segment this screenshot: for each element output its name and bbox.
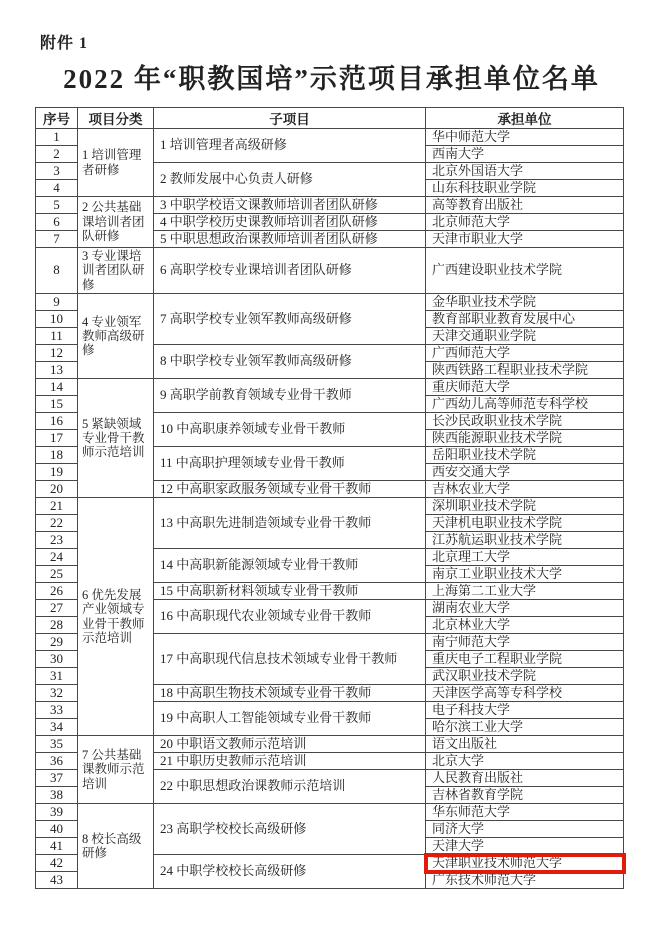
serial-cell: 43	[36, 872, 78, 889]
unit-cell: 重庆师范大学	[426, 379, 624, 396]
unit-cell: 武汉职业技术学院	[426, 668, 624, 685]
serial-cell: 7	[36, 231, 78, 248]
serial-cell: 25	[36, 566, 78, 583]
unit-cell: 华中师范大学	[426, 129, 624, 146]
subproject-cell: 22 中职思想政治课教师示范培训	[154, 770, 426, 804]
serial-cell: 32	[36, 685, 78, 702]
subproject-cell: 17 中高职现代信息技术领域专业骨干教师	[154, 634, 426, 685]
subproject-cell: 8 中职学校专业领军教师高级研修	[154, 345, 426, 379]
subproject-cell: 10 中高职康养领域专业骨干教师	[154, 413, 426, 447]
serial-cell: 3	[36, 163, 78, 180]
attachment-label: 附件 1	[40, 35, 89, 52]
serial-cell: 18	[36, 447, 78, 464]
serial-cell: 22	[36, 515, 78, 532]
unit-cell: 长沙民政职业技术学院	[426, 413, 624, 430]
category-cell: 1 培训管理者研修	[78, 129, 154, 197]
table-row	[36, 379, 624, 396]
table-row	[36, 736, 624, 753]
serial-cell: 26	[36, 583, 78, 600]
subproject-cell: 2 教师发展中心负责人研修	[154, 163, 426, 197]
serial-cell: 2	[36, 146, 78, 163]
subproject-cell: 12 中高职家政服务领域专业骨干教师	[154, 481, 426, 498]
serial-cell: 33	[36, 702, 78, 719]
subproject-cell: 14 中高职新能源领域专业骨干教师	[154, 549, 426, 583]
unit-cell: 上海第二工业大学	[426, 583, 624, 600]
column-header-subproject: 子项目	[154, 108, 426, 129]
unit-cell: 岳阳职业技术学院	[426, 447, 624, 464]
unit-cell: 湖南农业大学	[426, 600, 624, 617]
table-row	[36, 129, 624, 146]
unit-cell: 广西师范大学	[426, 345, 624, 362]
unit-cell: 天津交通职业学院	[426, 328, 624, 345]
table-row	[36, 498, 624, 515]
unit-cell: 陕西铁路工程职业技术学院	[426, 362, 624, 379]
unit-cell: 高等教育出版社	[426, 197, 624, 214]
unit-cell: 广西幼儿高等师范专科学校	[426, 396, 624, 413]
unit-cell: 南宁师范大学	[426, 634, 624, 651]
subproject-cell: 16 中高职现代农业领域专业骨干教师	[154, 600, 426, 634]
table-body	[36, 129, 624, 889]
category-cell: 5 紧缺领域专业骨干教师示范培训	[78, 379, 154, 498]
serial-cell: 37	[36, 770, 78, 787]
table-row	[36, 197, 624, 214]
serial-cell: 40	[36, 821, 78, 838]
serial-cell: 24	[36, 549, 78, 566]
serial-cell: 8	[36, 248, 78, 294]
subproject-cell: 15 中高职新材料领域专业骨干教师	[154, 583, 426, 600]
unit-cell: 吉林农业大学	[426, 481, 624, 498]
serial-cell: 21	[36, 498, 78, 515]
serial-cell: 17	[36, 430, 78, 447]
table-row	[36, 804, 624, 821]
subproject-cell: 23 高职学校校长高级研修	[154, 804, 426, 855]
unit-cell: 金华职业技术学院	[426, 294, 624, 311]
unit-cell: 西安交通大学	[426, 464, 624, 481]
unit-cell: 教育部职业教育发展中心	[426, 311, 624, 328]
unit-cell: 北京林业大学	[426, 617, 624, 634]
serial-cell: 36	[36, 753, 78, 770]
unit-cell: 南京工业职业技术大学	[426, 566, 624, 583]
units-table	[35, 107, 624, 889]
unit-cell: 广东技术师范大学	[426, 872, 624, 889]
serial-cell: 1	[36, 129, 78, 146]
subproject-cell: 21 中职历史教师示范培训	[154, 753, 426, 770]
category-cell: 4 专业领军教师高级研修	[78, 294, 154, 379]
unit-cell: 天津医学高等专科学校	[426, 685, 624, 702]
serial-cell: 39	[36, 804, 78, 821]
unit-cell: 北京大学	[426, 753, 624, 770]
subproject-cell: 19 中高职人工智能领域专业骨干教师	[154, 702, 426, 736]
unit-cell: 山东科技职业学院	[426, 180, 624, 197]
unit-cell: 北京外国语大学	[426, 163, 624, 180]
column-header-serial: 序号	[36, 108, 78, 129]
serial-cell: 10	[36, 311, 78, 328]
unit-cell: 重庆电子工程职业学院	[426, 651, 624, 668]
subproject-cell: 5 中职思想政治课教师培训者团队研修	[154, 231, 426, 248]
category-cell: 7 公共基础课教师示范培训	[78, 736, 154, 804]
serial-cell: 6	[36, 214, 78, 231]
unit-cell: 同济大学	[426, 821, 624, 838]
unit-cell: 江苏航运职业技术学院	[426, 532, 624, 549]
subproject-cell: 13 中高职先进制造领域专业骨干教师	[154, 498, 426, 549]
serial-cell: 34	[36, 719, 78, 736]
subproject-cell: 9 高职学前教育领域专业骨干教师	[154, 379, 426, 413]
category-cell: 2 公共基础课培训者团队研修	[78, 197, 154, 248]
unit-cell: 天津机电职业技术学院	[426, 515, 624, 532]
serial-cell: 4	[36, 180, 78, 197]
unit-cell: 吉林省教育学院	[426, 787, 624, 804]
table-header-row	[36, 108, 624, 129]
serial-cell: 23	[36, 532, 78, 549]
subproject-cell: 6 高职学校专业课培训者团队研修	[154, 248, 426, 294]
serial-cell: 9	[36, 294, 78, 311]
category-cell: 3 专业课培训者团队研修	[78, 248, 154, 294]
serial-cell: 30	[36, 651, 78, 668]
serial-cell: 28	[36, 617, 78, 634]
subproject-cell: 11 中高职护理领域专业骨干教师	[154, 447, 426, 481]
serial-cell: 35	[36, 736, 78, 753]
unit-cell: 天津市职业大学	[426, 231, 624, 248]
serial-cell: 16	[36, 413, 78, 430]
serial-cell: 31	[36, 668, 78, 685]
category-cell: 6 优先发展产业领域专业骨干教师示范培训	[78, 498, 154, 736]
column-header-unit: 承担单位	[426, 108, 624, 129]
subproject-cell: 24 中职学校校长高级研修	[154, 855, 426, 889]
serial-cell: 20	[36, 481, 78, 498]
highlighted-unit-cell: 天津职业技术师范大学	[426, 855, 624, 872]
table-row	[36, 248, 624, 294]
unit-cell: 人民教育出版社	[426, 770, 624, 787]
serial-cell: 29	[36, 634, 78, 651]
serial-cell: 15	[36, 396, 78, 413]
unit-cell: 深圳职业技术学院	[426, 498, 624, 515]
subproject-cell: 4 中职学校历史课教师培训者团队研修	[154, 214, 426, 231]
column-header-category: 项目分类	[78, 108, 154, 129]
unit-cell: 广西建设职业技术学院	[426, 248, 624, 294]
category-cell: 8 校长高级研修	[78, 804, 154, 889]
subproject-cell: 20 中职语文教师示范培训	[154, 736, 426, 753]
serial-cell: 19	[36, 464, 78, 481]
serial-cell: 14	[36, 379, 78, 396]
page-title: 2022 年“职教国培”示范项目承担单位名单	[63, 64, 600, 94]
unit-cell: 电子科技大学	[426, 702, 624, 719]
serial-cell: 13	[36, 362, 78, 379]
serial-cell: 38	[36, 787, 78, 804]
subproject-cell: 3 中职学校语文课教师培训者团队研修	[154, 197, 426, 214]
table-row	[36, 294, 624, 311]
unit-cell: 语文出版社	[426, 736, 624, 753]
unit-cell: 天津大学	[426, 838, 624, 855]
unit-cell: 哈尔滨工业大学	[426, 719, 624, 736]
serial-cell: 11	[36, 328, 78, 345]
unit-cell: 华东师范大学	[426, 804, 624, 821]
subproject-cell: 18 中高职生物技术领域专业骨干教师	[154, 685, 426, 702]
unit-cell: 陕西能源职业技术学院	[426, 430, 624, 447]
serial-cell: 27	[36, 600, 78, 617]
unit-cell: 北京师范大学	[426, 214, 624, 231]
serial-cell: 5	[36, 197, 78, 214]
unit-cell: 北京理工大学	[426, 549, 624, 566]
serial-cell: 42	[36, 855, 78, 872]
serial-cell: 41	[36, 838, 78, 855]
serial-cell: 12	[36, 345, 78, 362]
subproject-cell: 1 培训管理者高级研修	[154, 129, 426, 163]
subproject-cell: 7 高职学校专业领军教师高级研修	[154, 294, 426, 345]
unit-cell: 西南大学	[426, 146, 624, 163]
